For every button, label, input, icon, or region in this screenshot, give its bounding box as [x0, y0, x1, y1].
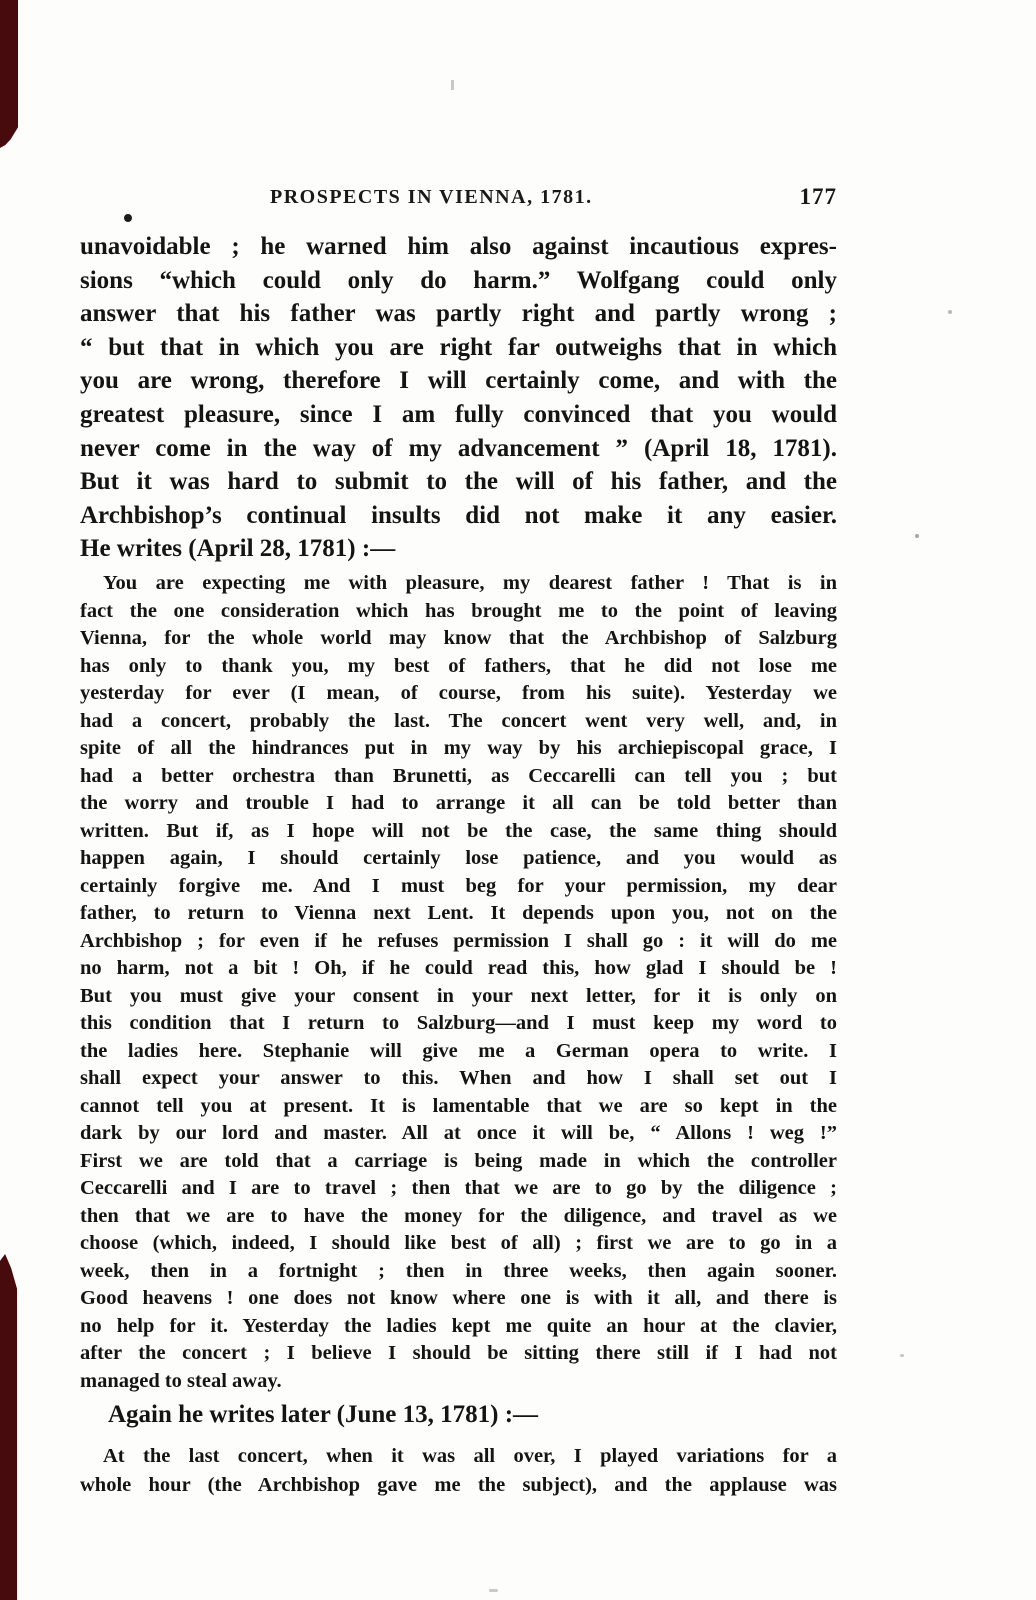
text-line: greatest pleasure, since I am fully convinced that you would: [80, 400, 837, 428]
text-line: father, to return to Vienna next Lent. It depends upon you, not on the: [80, 902, 837, 924]
text-line: after the concert ; I believe I should be sitting there still if I had not: [80, 1342, 837, 1364]
text-line: you are wrong, therefore I will certainly come, and with the: [80, 367, 837, 395]
text-line: Archbishop ; for even if he refuses permission I shall go : it will do me: [80, 929, 837, 952]
text-line: “ but that in which you are right far outweighs that in which: [80, 333, 837, 361]
text-line: shall expect your answer to this. When and how I shall set out I: [80, 1067, 837, 1089]
scan-speck: [915, 534, 919, 538]
text-line: had a concert, probably the last. The concert went very well, and, in: [80, 709, 837, 732]
text-line: Vienna, for the whole world may know that the Archbishop of Salzburg: [80, 627, 837, 649]
letter-blockquote-april-28: [80, 570, 837, 1395]
text-line: then that we are to have the money for the diligence, and travel as we: [80, 1204, 837, 1227]
text-line: dark by our lord and master. All at once it will be, “ Allons ! weg !”: [80, 1122, 837, 1144]
main-paragraph: [80, 230, 837, 566]
text-line: has only to thank you, my best of fathers, that he did not lose me: [80, 654, 837, 677]
running-header-title: PROSPECTS IN VIENNA, 1781.: [270, 186, 593, 208]
scan-speck: [900, 1354, 904, 1357]
text-line: First we are told that a carriage is being made in which the controller: [80, 1149, 837, 1172]
text-line: no help for it. Yesterday the ladies kept me quite an hour at the clavier,: [80, 1314, 837, 1337]
text-line: answer that his father was partly right and partly wrong ;: [80, 300, 837, 328]
text-line: At the last concert, when it was all over, I played variations for a: [103, 1445, 837, 1467]
text-line: happen again, I should certainly lose patience, and you would as: [80, 847, 837, 869]
text-line: You are expecting me with pleasure, my dearest father ! That is in: [103, 572, 837, 594]
text-line: Good heavens ! one does not know where one is with it all, and there is: [80, 1287, 837, 1309]
text-line: the worry and trouble I had to arrange it all can be told better than: [80, 792, 837, 814]
text-line: had a better orchestra than Brunetti, as Ceccarelli can tell you ; but: [80, 764, 837, 787]
text-line: unavoidable ; he warned him also against incautious expres-: [80, 233, 837, 260]
letter-blockquote-june-13: [80, 1442, 837, 1499]
text-line: cannot tell you at present. It is lamentable that we are so kept in the: [80, 1094, 837, 1117]
text-line: fact the one consideration which has brought me to the point of leaving: [80, 599, 837, 622]
text-line: managed to steal away.: [80, 1369, 282, 1392]
text-line: choose (which, indeed, I should like best of all) ; first we are to go in a: [80, 1232, 837, 1254]
page-number: 177: [799, 184, 837, 209]
text-line: week, then in a fortnight ; then in three weeks, then again sooner.: [80, 1259, 837, 1282]
text-line: He writes (April 28, 1781) :—: [80, 535, 396, 563]
book-edge-artifact-top: [0, 0, 18, 148]
text-line: the ladies here. Stephanie will give me a German opera to write. I: [80, 1039, 837, 1062]
scan-speck: [451, 80, 454, 90]
text-line: written. But if, as I hope will not be the case, the same thing should: [80, 819, 837, 842]
book-edge-artifact-bottom: [0, 1254, 17, 1600]
text-line: Archbishop’s continual insults did not make it any easier.: [80, 501, 837, 529]
text-line: this condition that I return to Salzburg—and I must keep my word to: [80, 1012, 837, 1034]
text-line: certainly forgive me. And I must beg for your permission, my dear: [80, 874, 837, 897]
text-line: never come in the way of my advancement ” (April 18, 1781).: [80, 434, 837, 462]
text-line: whole hour (the Archbishop gave me the subject), and the applause was: [80, 1473, 837, 1496]
text-line: Ceccarelli and I are to travel ; then that we are to go by the diligence ;: [80, 1177, 837, 1199]
text-line: But it was hard to submit to the will of his father, and the: [80, 468, 837, 496]
text-line: yesterday for ever (I mean, of course, from his suite). Yesterday we: [80, 682, 837, 704]
running-header: [80, 184, 837, 216]
text-line: sions “which could only do harm.” Wolfgang could only: [80, 266, 837, 294]
scan-speck: [948, 310, 952, 314]
transition-line: Again he writes later (June 13, 1781) :—: [108, 1401, 539, 1428]
text-line: But you must give your consent in your next letter, for it is only on: [80, 984, 837, 1007]
scan-speck: [489, 1589, 498, 1592]
text-line: spite of all the hindrances put in my way by his archiepiscopal grace, I: [80, 737, 837, 759]
text-line: no harm, not a bit ! Oh, if he could read this, how glad I should be !: [80, 957, 837, 979]
